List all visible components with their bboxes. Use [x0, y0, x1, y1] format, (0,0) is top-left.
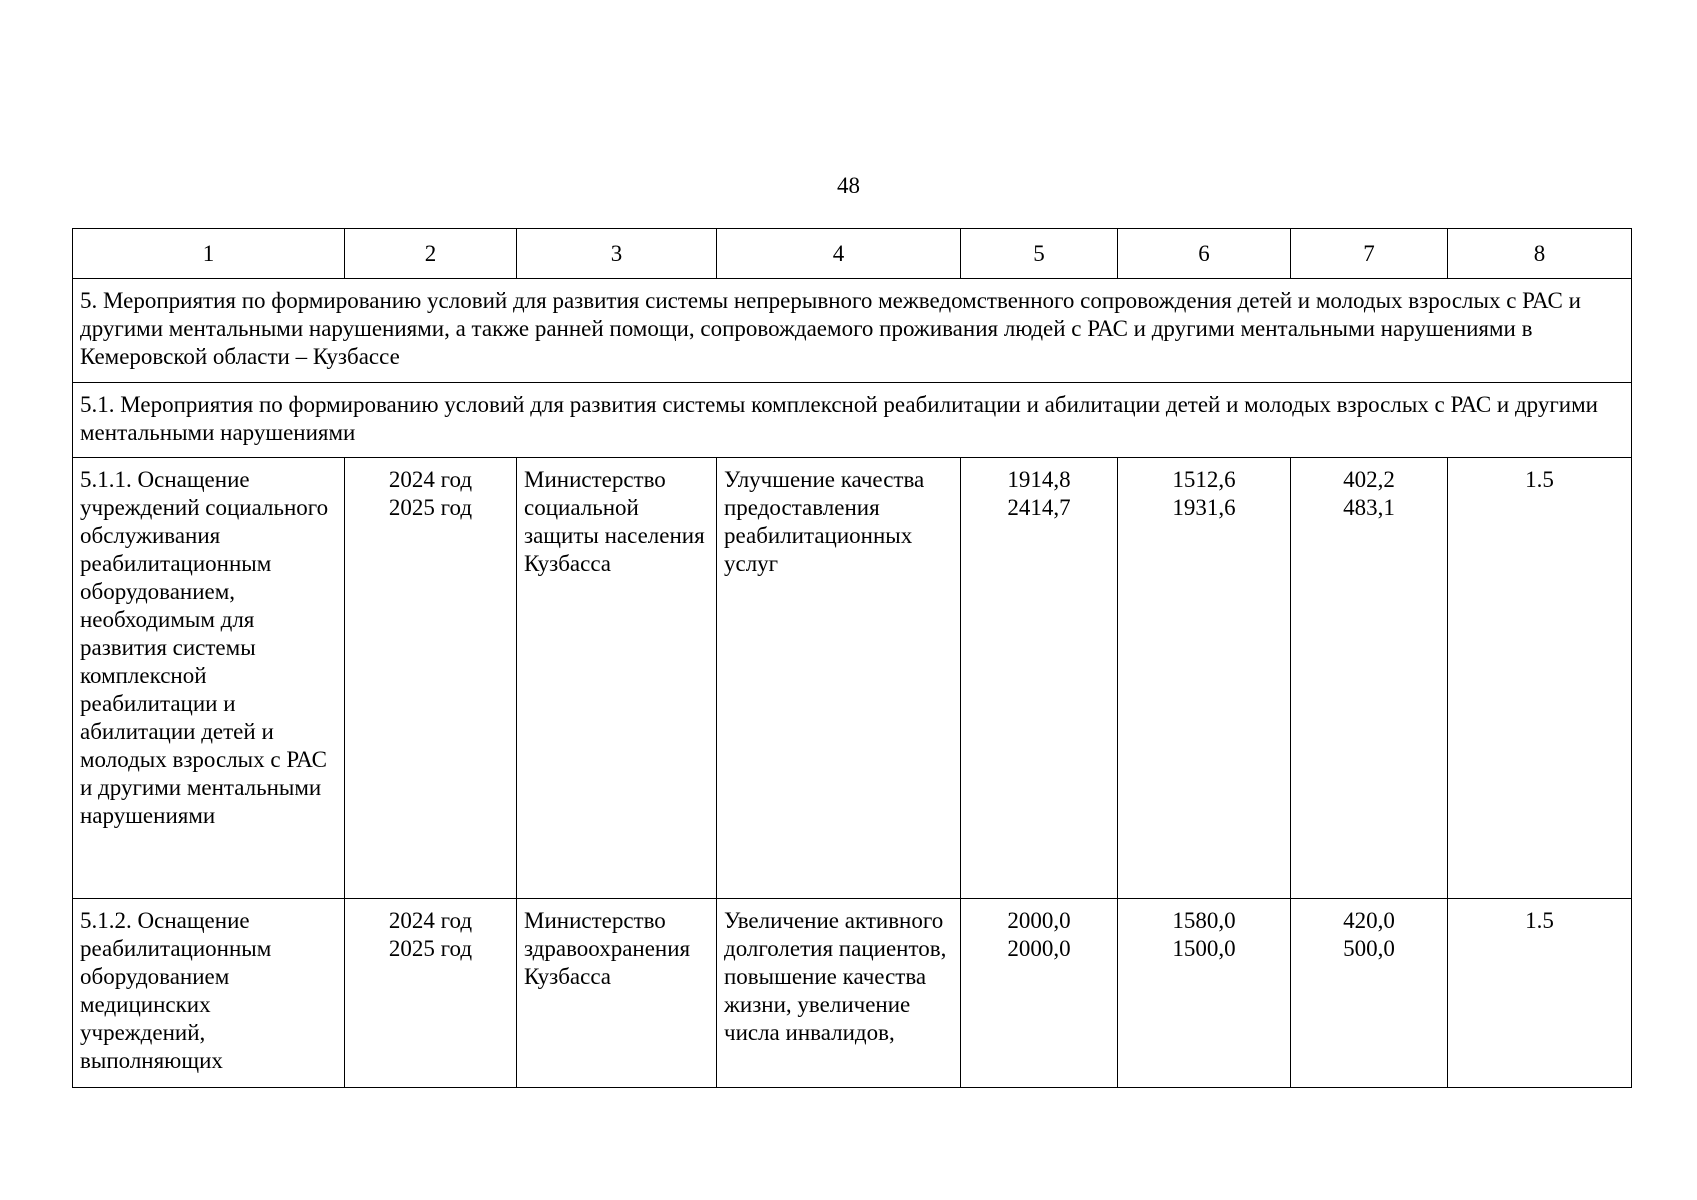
- total-cell: [961, 458, 1118, 899]
- year-value: 2024 год: [388, 908, 473, 933]
- years-cell: [345, 458, 517, 899]
- header-cell: 5: [961, 229, 1118, 279]
- regional-cell: [1291, 458, 1448, 899]
- indicator-cell: 1.5: [1448, 899, 1632, 1088]
- federal-cell: [1118, 899, 1291, 1088]
- measures-table: [72, 228, 1632, 1088]
- amount-value: 2414,7: [1007, 495, 1071, 520]
- responsible-cell: Министерство здравоохранения Кузбасса: [517, 899, 717, 1088]
- amount-value: 402,2: [1343, 467, 1395, 492]
- total-cell: [961, 899, 1118, 1088]
- header-cell: 1: [73, 229, 345, 279]
- amount-value: 2000,0: [1007, 908, 1071, 933]
- table-row: [73, 458, 1632, 899]
- header-cell: 3: [517, 229, 717, 279]
- header-cell: 6: [1118, 229, 1291, 279]
- year-value: 2025 год: [388, 936, 473, 961]
- amount-value: 1580,0: [1172, 908, 1236, 933]
- amount-value: 420,0: [1343, 908, 1395, 933]
- amount-value: 500,0: [1343, 936, 1395, 961]
- measure-name-cell: 5.1.2. Оснащение реабилитационным оборудованием медицинских учреждений, выполняющих: [73, 899, 345, 1088]
- header-cell: 8: [1448, 229, 1632, 279]
- section-row: [73, 279, 1632, 383]
- amount-value: 2000,0: [1007, 936, 1071, 961]
- table-row: [73, 899, 1632, 1088]
- amount-value: 1931,6: [1172, 495, 1236, 520]
- amount-value: 1500,0: [1172, 936, 1236, 961]
- header-cell: 2: [345, 229, 517, 279]
- header-row: [73, 229, 1632, 279]
- result-cell: Увеличение активного долголетия пациентов, повышение качества жизни, увеличение числа инвалидов,: [717, 899, 961, 1088]
- header-cell: 7: [1291, 229, 1448, 279]
- regional-cell: [1291, 899, 1448, 1088]
- result-cell: Улучшение качества предоставления реабилитационных услуг: [717, 458, 961, 899]
- amount-value: 1512,6: [1172, 467, 1236, 492]
- federal-cell: [1118, 458, 1291, 899]
- header-cell: 4: [717, 229, 961, 279]
- year-value: 2025 год: [388, 495, 473, 520]
- section-5-heading: 5. Мероприятия по формированию условий для развития системы непрерывного межведомственного сопровождения детей и молодых взрослых с РАС и другими ментальными нарушениями, а также ранней помощи, сопровождаемого проживания людей с РАС и другими ментальными нарушениями в Кемеровской области – Кузбассе: [73, 279, 1632, 383]
- year-value: 2024 год: [388, 467, 473, 492]
- page-number: 48: [837, 173, 860, 198]
- indicator-cell: 1.5: [1448, 458, 1632, 899]
- years-cell: [345, 899, 517, 1088]
- section-5-1-heading: 5.1. Мероприятия по формированию условий для развития системы комплексной реабилитации и абилитации детей и молодых взрослых с РАС и другими ментальными нарушениями: [73, 383, 1632, 458]
- section-row: [73, 383, 1632, 458]
- responsible-cell: Министерство социальной защиты населения Кузбасса: [517, 458, 717, 899]
- amount-value: 483,1: [1343, 495, 1395, 520]
- amount-value: 1914,8: [1007, 467, 1071, 492]
- measure-name-cell: 5.1.1. Оснащение учреждений социального обслуживания реабилитационным оборудованием, необходимым для развития системы комплексной реабилитации и абилитации детей и молодых взрослых с РАС и другими ментальными нарушениями: [73, 458, 345, 899]
